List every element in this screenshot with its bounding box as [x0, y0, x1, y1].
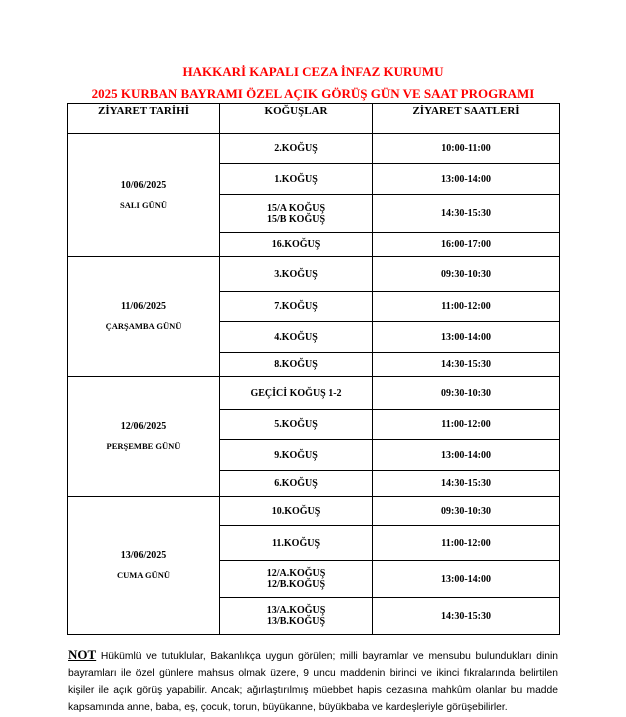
ward-cell: [220, 497, 373, 526]
visit-time: 14:30-15:30: [373, 598, 560, 635]
ward-name: 2.KOĞUŞ: [274, 143, 318, 154]
ward-cell: [220, 195, 373, 233]
visit-time: 10:00-11:00: [373, 134, 560, 164]
header-visit-hours: ZİYARET SAATLERİ: [373, 104, 560, 134]
visit-time: 14:30-15:30: [373, 195, 560, 233]
visit-time: 09:30-10:30: [373, 497, 560, 526]
ward-name: 12/B.KOĞUŞ: [266, 579, 326, 590]
table-row: [68, 257, 560, 292]
ward-cell: [220, 561, 373, 598]
visit-date-cell: [68, 257, 220, 377]
visit-time: 14:30-15:30: [373, 471, 560, 497]
ward-cell: [220, 292, 373, 322]
visit-date: 10/06/2025: [120, 179, 167, 191]
ward-cell: [220, 353, 373, 377]
visit-time: 13:00-14:00: [373, 440, 560, 471]
visit-time: 16:00-17:00: [373, 233, 560, 257]
visit-time: 11:00-12:00: [373, 526, 560, 561]
note-label: NOT: [68, 647, 97, 662]
header-wards: KOĞUŞLAR: [220, 104, 373, 134]
ward-name: 3.KOĞUŞ: [274, 268, 318, 280]
ward-cell: [220, 322, 373, 353]
visit-time: 13:00-14:00: [373, 164, 560, 195]
visit-time: 13:00-14:00: [373, 561, 560, 598]
ward-name: 13/B.KOĞUŞ: [266, 616, 326, 627]
document-subtitle: 2025 KURBAN BAYRAMI ÖZEL AÇIK GÖRÜŞ GÜN VE SAAT PROGRAMI: [91, 86, 535, 101]
visit-time: 09:30-10:30: [373, 257, 560, 292]
note-text: Hükümlü ve tutuklular, Bakanlıkça uygun görülen; milli bayramlar ve mensubu bulundukları dinin bayramları ile özel günlere mahsus olmak üzere, 9 uncu maddenin birinci ve ikinci fıkralarında belirtilen kişiler ile açık görüş yapabilir. Ancak; ağırlaştırılmış müebbet hapis cezasına mahkûm olanlar bu madde kapsamında anne, baba, eş, çocuk, torun, büyükanne, büyükbaba ve kardeşleriyle görüşebilirler.: [68, 651, 558, 713]
ward-cell: [220, 526, 373, 561]
header-visit-date: ZİYARET TARİHİ: [68, 104, 220, 134]
visit-time: 14:30-15:30: [373, 353, 560, 377]
ward-name: 6.KOĞUŞ: [274, 478, 318, 489]
visit-date: 11/06/2025: [120, 301, 166, 312]
ward-name: 15/A KOĞUŞ: [266, 202, 326, 214]
ward-name: 5.KOĞUŞ: [274, 419, 318, 430]
ward-name: 9.KOĞUŞ: [274, 449, 318, 461]
ward-name: 8.KOĞUŞ: [274, 359, 318, 370]
visit-date: 12/06/2025: [120, 421, 167, 432]
visit-weekday: PERŞEMBE GÜNÜ: [106, 441, 181, 451]
ward-cell: [220, 134, 373, 164]
table-header-row: [68, 104, 560, 134]
document-title: HAKKARİ KAPALI CEZA İNFAZ KURUMU: [182, 64, 444, 79]
ward-name: 13/A.KOĞUŞ: [266, 605, 326, 616]
ward-name: 12/A.KOĞUŞ: [266, 568, 326, 579]
visit-time: 09:30-10:30: [373, 377, 560, 410]
ward-cell: [220, 257, 373, 292]
ward-name: 11.KOĞUŞ: [271, 537, 321, 549]
visit-time: 11:00-12:00: [373, 292, 560, 322]
ward-name: 16.KOĞUŞ: [271, 239, 321, 250]
ward-cell: [220, 410, 373, 440]
visit-date-cell: [68, 497, 220, 635]
visit-weekday: ÇARŞAMBA GÜNÜ: [105, 321, 182, 331]
visit-weekday: SALI GÜNÜ: [120, 199, 167, 210]
visit-date-cell: [68, 134, 220, 257]
ward-cell: [220, 471, 373, 497]
ward-name: 4.KOĞUŞ: [274, 331, 318, 343]
ward-name: 15/B KOĞUŞ: [266, 213, 326, 225]
ward-cell: [220, 598, 373, 635]
table-row: [68, 377, 560, 410]
table-row: [68, 497, 560, 526]
footnote: [68, 646, 558, 716]
ward-cell: [220, 440, 373, 471]
table-row: [68, 134, 560, 164]
visit-weekday: CUMA GÜNÜ: [116, 570, 171, 580]
ward-cell: [220, 377, 373, 410]
ward-name: GEÇİCİ KOĞUŞ 1-2: [250, 387, 342, 399]
visit-date: 13/06/2025: [120, 550, 167, 561]
ward-name: 10.KOĞUŞ: [271, 505, 321, 517]
ward-cell: [220, 233, 373, 257]
ward-name: 7.KOĞUŞ: [274, 301, 318, 312]
visit-time: 11:00-12:00: [373, 410, 560, 440]
visit-schedule-table: [67, 103, 560, 635]
ward-name: 1.KOĞUŞ: [274, 173, 318, 185]
visit-date-cell: [68, 377, 220, 497]
ward-cell: [220, 164, 373, 195]
visit-time: 13:00-14:00: [373, 322, 560, 353]
